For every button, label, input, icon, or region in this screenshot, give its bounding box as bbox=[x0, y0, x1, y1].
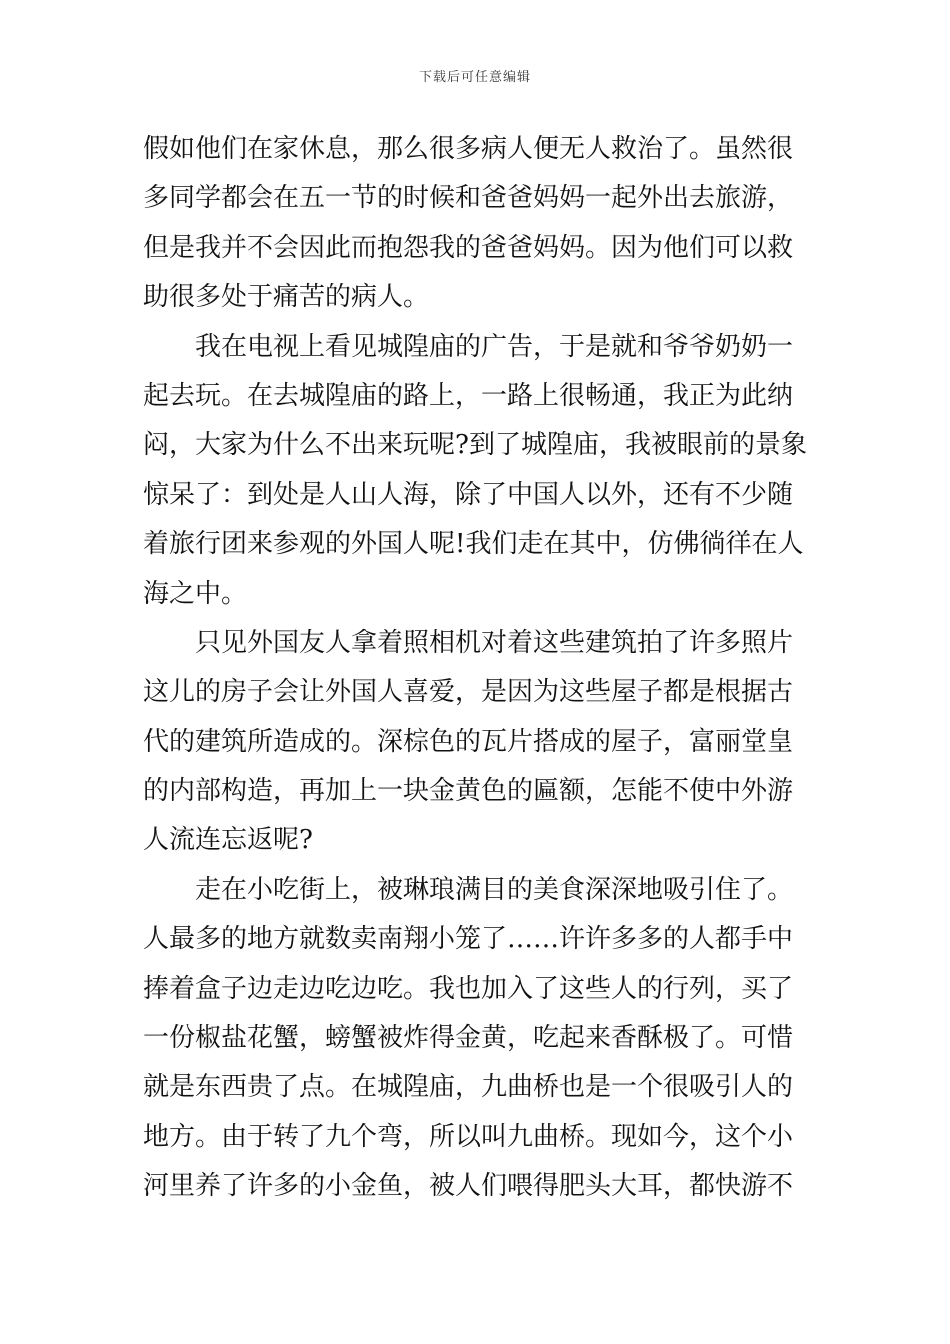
text-line: 假如他们在家休息，那么很多病人便无人救治了。虽然很 bbox=[143, 134, 794, 164]
text-line: 但是我并不会因此而抱怨我的爸爸妈妈。因为他们可以救 bbox=[143, 232, 794, 263]
text-line: 人流连忘返呢? bbox=[143, 825, 313, 856]
text-line: 起去玩。在去城隍庙的路上，一路上很畅通，我正为此纳 bbox=[143, 380, 794, 411]
document-body bbox=[143, 125, 811, 1212]
paragraph-4 bbox=[143, 866, 811, 1212]
text-line: 河里养了许多的小金鱼，被人们喂得肥头大耳，都快游不 bbox=[143, 1171, 794, 1202]
paragraph-3 bbox=[143, 619, 811, 866]
text-line: 就是东西贵了点。在城隍庙，九曲桥也是一个很吸引人的 bbox=[143, 1072, 794, 1103]
text-line: 只见外国友人拿着照相机对着这些建筑拍了许多照片 bbox=[195, 627, 794, 658]
text-line: 助很多处于痛苦的病人。 bbox=[143, 282, 430, 313]
text-line: 捧着盒子边走边吃边吃。我也加入了这些人的行列，买了 bbox=[143, 973, 794, 1004]
text-line: 我在电视上看见城隍庙的广告，于是就和爷爷奶奶一 bbox=[195, 331, 794, 362]
page-header: 下载后可任意编辑 bbox=[418, 70, 531, 85]
text-line: 这儿的房子会让外国人喜爱，是因为这些屋子都是根据古 bbox=[143, 677, 794, 708]
text-line: 地方。由于转了九个弯，所以叫九曲桥。现如今，这个小 bbox=[143, 1121, 794, 1152]
text-line: 走在小吃街上，被琳琅满目的美食深深地吸引住了。 bbox=[195, 874, 794, 905]
text-line: 一份椒盐花蟹，螃蟹被炸得金黄，吃起来香酥极了。可惜 bbox=[143, 1023, 794, 1054]
text-line: 海之中。 bbox=[143, 578, 248, 609]
text-line: 多同学都会在五一节的时候和爸爸妈妈一起外出去旅游， bbox=[143, 183, 794, 214]
text-line: 的内部构造，再加上一块金黄色的匾额，怎能不使中外游 bbox=[143, 776, 794, 807]
text-line: 闷，大家为什么不出来玩呢?到了城隍庙，我被眼前的景象 bbox=[143, 430, 807, 461]
paragraph-2 bbox=[143, 323, 811, 619]
text-line: 着旅行团来参观的外国人呢!我们走在其中，仿佛徜徉在人 bbox=[143, 529, 804, 560]
text-line: 人最多的地方就数卖南翔小笼了……许许多多的人都手中 bbox=[143, 924, 794, 955]
text-line: 惊呆了：到处是人山人海，除了中国人以外，还有不少随 bbox=[143, 479, 794, 510]
text-line: 代的建筑所造成的。深棕色的瓦片搭成的屋子，富丽堂皇 bbox=[143, 726, 794, 757]
paragraph-1 bbox=[143, 125, 811, 323]
